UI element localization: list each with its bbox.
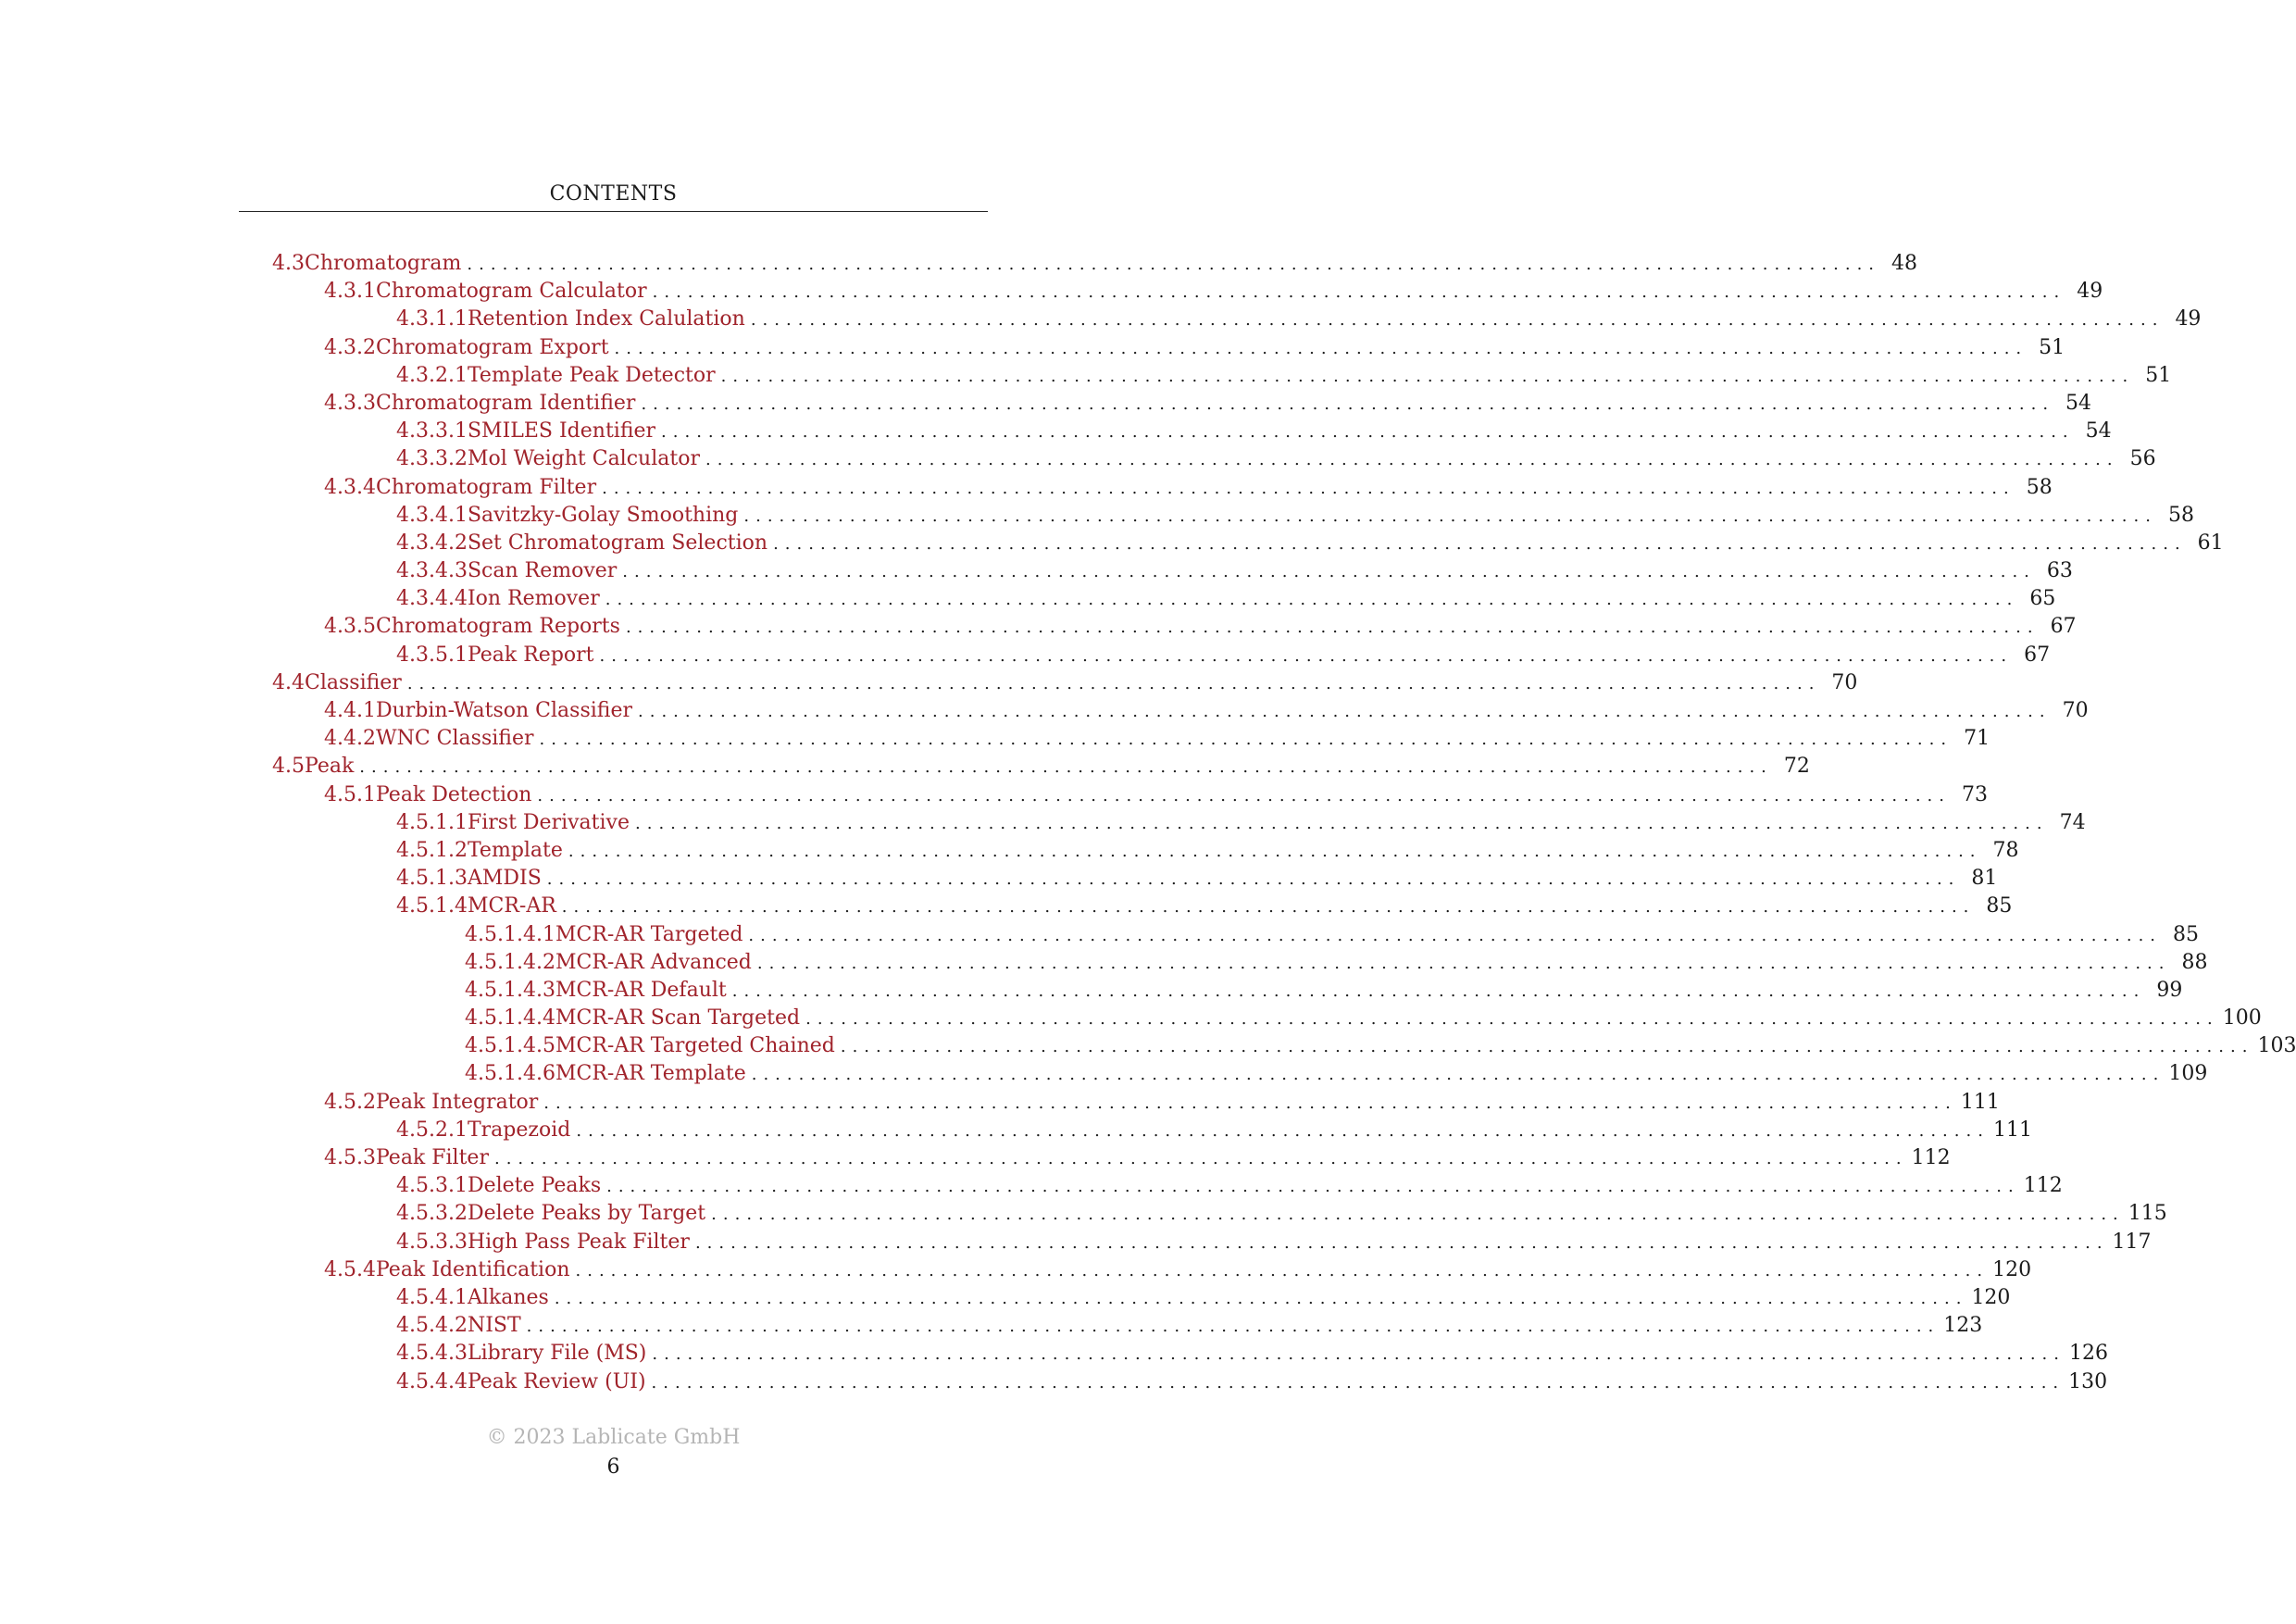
- toc-entry-page[interactable]: 70: [1831, 670, 1858, 694]
- toc-dot-leader: ........................................................................................................................: [743, 506, 2157, 526]
- toc-entry-number[interactable]: 4.5.1: [324, 782, 376, 806]
- toc-entry-page[interactable]: 103: [2257, 1034, 2296, 1058]
- toc-entry-page[interactable]: 67: [2024, 643, 2051, 667]
- toc-entry-page[interactable]: 67: [2050, 615, 2077, 639]
- toc-entry-number[interactable]: 4.3.4.1: [396, 503, 468, 527]
- toc-dot-leader: ........................................................................................................................: [602, 478, 2015, 498]
- toc-entry-number[interactable]: 4.5: [272, 755, 305, 779]
- toc-entry-number[interactable]: 4.4: [272, 670, 305, 694]
- toc-entry-title[interactable]: Chromatogram Export: [376, 334, 615, 362]
- toc-dot-leader: ........................................................................................................................: [561, 897, 1976, 918]
- toc-entry-title[interactable]: Chromatogram Calculator: [376, 278, 653, 306]
- toc-entry[interactable]: [239, 753, 1810, 781]
- toc-entry-title[interactable]: Chromatogram: [305, 250, 467, 278]
- toc-entry-number[interactable]: 4.4.2: [324, 727, 376, 751]
- toc-dot-leader: ........................................................................................................................: [750, 310, 2165, 331]
- toc-entry[interactable]: [239, 306, 2202, 333]
- toc-entry[interactable]: [239, 250, 1918, 278]
- toc-entry-number[interactable]: 4.5.4.1: [396, 1285, 468, 1309]
- running-header-title: CONTENTS: [549, 182, 678, 206]
- toc-entry-title[interactable]: Peak Filter: [376, 1144, 494, 1172]
- toc-dot-leader: ........................................................................................................................: [605, 590, 2019, 610]
- toc-entry[interactable]: [239, 362, 2172, 390]
- toc-entry-page[interactable]: 85: [2173, 922, 2200, 946]
- toc-dot-leader: ........................................................................................................................: [599, 645, 2014, 666]
- toc-entry[interactable]: [239, 921, 2200, 949]
- toc-dot-leader: ........................................................................................................................: [625, 618, 2040, 638]
- toc-entry[interactable]: [239, 390, 2092, 418]
- toc-entry-title[interactable]: NIST: [468, 1312, 527, 1340]
- toc-entry-number[interactable]: 4.3.4: [324, 475, 376, 499]
- toc-entry-page[interactable]: 88: [2181, 950, 2208, 974]
- toc-entry-title[interactable]: Trapezoid: [468, 1117, 576, 1144]
- toc-entry[interactable]: [239, 949, 2208, 977]
- toc-dot-leader: ........................................................................................................................: [568, 841, 1982, 861]
- toc-entry-number[interactable]: 4.5.4: [324, 1257, 376, 1281]
- toc-dot-leader: ........................................................................................................................: [546, 869, 1961, 890]
- toc-dot-leader: ........................................................................................................................: [705, 450, 2119, 470]
- toc-entry[interactable]: [239, 1005, 2262, 1032]
- toc-dot-leader: ........................................................................................................................: [756, 953, 2171, 973]
- toc-entry-number[interactable]: 4.5.1.4.2: [465, 950, 555, 974]
- toc-dot-leader: ........................................................................................................................: [576, 1120, 1990, 1141]
- toc-entry[interactable]: [239, 1229, 2152, 1256]
- toc-entry-number[interactable]: 4.3.5: [324, 615, 376, 639]
- toc-entry[interactable]: [239, 1340, 2108, 1368]
- toc-entry-page[interactable]: 123: [1943, 1314, 1983, 1338]
- toc-entry-page[interactable]: 130: [2068, 1369, 2108, 1393]
- toc-entry-page[interactable]: 51: [2039, 335, 2065, 359]
- toc-entry-page[interactable]: 49: [2077, 280, 2103, 304]
- toc-entry-number[interactable]: 4.3.4.3: [396, 559, 468, 583]
- toc-entry-page[interactable]: 85: [1986, 894, 2013, 918]
- toc-entry[interactable]: [239, 1368, 2108, 1396]
- toc-dot-leader: ........................................................................................................................: [731, 981, 2146, 1001]
- toc-entry[interactable]: [239, 725, 1990, 753]
- toc-entry[interactable]: [239, 697, 2089, 725]
- toc-entry[interactable]: [239, 585, 2056, 613]
- toc-entry[interactable]: [239, 1117, 2032, 1144]
- toc-dot-leader: ........................................................................................................................: [751, 1065, 2165, 1085]
- toc-entry-page[interactable]: 58: [2167, 503, 2194, 527]
- toc-dot-leader: ........................................................................................................................: [493, 1149, 1908, 1168]
- toc-entry[interactable]: [239, 530, 2224, 557]
- toc-entry-number[interactable]: 4.5.1.4.3: [465, 978, 555, 1002]
- toc-entry-title[interactable]: Peak Review (UI): [468, 1368, 652, 1396]
- toc-entry-title[interactable]: MCR-AR: [468, 893, 562, 920]
- toc-entry-page[interactable]: 109: [2168, 1062, 2208, 1086]
- toc-entry[interactable]: [239, 1172, 2063, 1200]
- toc-entry-page[interactable]: 56: [2129, 447, 2156, 471]
- toc-entry-number[interactable]: 4.5.3.2: [396, 1202, 468, 1226]
- toc-entry-number[interactable]: 4.3: [272, 252, 305, 275]
- toc-entry[interactable]: [239, 334, 2065, 362]
- toc-entry-number[interactable]: 4.3.2: [324, 335, 376, 359]
- toc-entry-page[interactable]: 54: [2065, 391, 2092, 415]
- toc-entry-title[interactable]: Template: [468, 837, 568, 865]
- toc-entry-page[interactable]: 73: [1962, 782, 1988, 806]
- toc-entry-page[interactable]: 54: [2085, 419, 2112, 443]
- toc-dot-leader: ........................................................................................................................: [406, 673, 1821, 693]
- toc-entry-page[interactable]: 58: [2026, 475, 2053, 499]
- toc-entry-page[interactable]: 126: [2069, 1342, 2108, 1366]
- toc-entry-page[interactable]: 61: [2197, 531, 2224, 555]
- toc-entry-title[interactable]: WNC Classifier: [376, 725, 540, 753]
- toc-entry-number[interactable]: 4.5.4.3: [396, 1342, 468, 1366]
- toc-entry[interactable]: [239, 1144, 1951, 1172]
- toc-entry-number[interactable]: 4.5.3: [324, 1146, 376, 1169]
- toc-entry-title[interactable]: MCR-AR Targeted: [555, 921, 748, 949]
- toc-dot-leader: ........................................................................................................................: [652, 1344, 2065, 1365]
- toc-entry-number[interactable]: 4.5.2.1: [396, 1118, 468, 1142]
- toc-entry-page[interactable]: 63: [2046, 559, 2073, 583]
- toc-entry-title[interactable]: Set Chromatogram Selection: [468, 530, 773, 557]
- toc-entry-title[interactable]: Chromatogram Filter: [376, 474, 602, 502]
- toc-entry-number[interactable]: 4.5.4.4: [396, 1369, 468, 1393]
- toc-entry[interactable]: [239, 1032, 2296, 1060]
- toc-entry-number[interactable]: 4.3.3.2: [396, 447, 468, 471]
- toc-entry[interactable]: [239, 1200, 2167, 1228]
- toc-entry-title[interactable]: Peak Detection: [376, 781, 537, 809]
- toc-dot-leader: ........................................................................................................................: [694, 1232, 2109, 1253]
- toc-entry-title[interactable]: Peak Integrator: [376, 1089, 543, 1117]
- toc-entry-page[interactable]: 100: [2222, 1006, 2262, 1031]
- toc-entry[interactable]: [239, 1256, 2032, 1284]
- toc-entry[interactable]: [239, 278, 2103, 306]
- toc-entry-title[interactable]: Chromatogram Identifier: [376, 390, 641, 418]
- toc-entry[interactable]: [239, 893, 2013, 920]
- toc-entry[interactable]: [239, 642, 2051, 669]
- toc-dot-leader: ........................................................................................................................: [635, 813, 2049, 833]
- toc-entry-title[interactable]: Retention Index Calulation: [468, 306, 751, 333]
- toc-dot-leader: ........................................................................................................................: [641, 394, 2055, 414]
- toc-entry-page[interactable]: 120: [1971, 1285, 2011, 1309]
- toc-entry-number[interactable]: 4.3.3.1: [396, 419, 468, 443]
- toc-entry-title[interactable]: Savitzky-Golay Smoothing: [468, 502, 743, 530]
- toc-entry-page[interactable]: 65: [2029, 587, 2056, 611]
- toc-entry-title[interactable]: Classifier: [305, 669, 407, 697]
- toc-entry-title[interactable]: Ion Remover: [468, 585, 605, 613]
- toc-entry-title[interactable]: MCR-AR Default: [555, 977, 732, 1005]
- toc-entry-title[interactable]: Mol Weight Calculator: [468, 445, 705, 473]
- toc-entry-title[interactable]: Library File (MS): [468, 1340, 652, 1368]
- toc-entry-page[interactable]: 71: [1964, 727, 1990, 751]
- toc-entry-title[interactable]: Durbin-Watson Classifier: [376, 697, 638, 725]
- toc-dot-leader: ........................................................................................................................: [526, 1317, 1940, 1337]
- toc-dot-leader: ........................................................................................................................: [467, 255, 1881, 274]
- toc-dot-leader: ........................................................................................................................: [748, 925, 2163, 945]
- toc-entry[interactable]: [239, 474, 2053, 502]
- toc-entry-number[interactable]: 4.3.2.1: [396, 363, 468, 387]
- toc-entry-number[interactable]: 4.3.4.2: [396, 531, 468, 555]
- toc-entry-title[interactable]: SMILES Identifier: [468, 418, 661, 445]
- table-of-contents: [239, 250, 2296, 1396]
- toc-entry-number[interactable]: 4.5.1.4.5: [465, 1034, 555, 1058]
- toc-entry-number[interactable]: 4.5.4.2: [396, 1314, 468, 1338]
- toc-entry-title[interactable]: MCR-AR Template: [555, 1060, 752, 1088]
- toc-entry-page[interactable]: 48: [1891, 252, 1918, 275]
- toc-entry-title[interactable]: MCR-AR Scan Targeted: [555, 1005, 805, 1032]
- toc-dot-leader: ........................................................................................................................: [661, 422, 2075, 443]
- toc-entry-title[interactable]: Template Peak Detector: [468, 362, 721, 390]
- toc-entry-page[interactable]: 99: [2156, 978, 2183, 1002]
- toc-dot-leader: ........................................................................................................................: [805, 1009, 2219, 1030]
- toc-entry-number[interactable]: 4.5.1.3: [396, 867, 468, 891]
- footer-page-number: 6: [606, 1455, 620, 1479]
- toc-entry-number[interactable]: 4.3.1.1: [396, 307, 468, 331]
- toc-dot-leader: ........................................................................................................................: [840, 1037, 2254, 1057]
- toc-dot-leader: ........................................................................................................................: [720, 366, 2135, 386]
- toc-entry-title[interactable]: Delete Peaks: [468, 1172, 606, 1200]
- toc-entry[interactable]: [239, 557, 2073, 585]
- toc-entry-number[interactable]: 4.5.1.4: [396, 894, 468, 918]
- toc-entry-number[interactable]: 4.5.2: [324, 1090, 376, 1114]
- toc-entry-page[interactable]: 72: [1783, 755, 1810, 779]
- toc-entry-title[interactable]: AMDIS: [468, 865, 547, 893]
- toc-entry-page[interactable]: 51: [2145, 363, 2172, 387]
- toc-dot-leader: ........................................................................................................................: [554, 1288, 1968, 1308]
- toc-entry-number[interactable]: 4.3.5.1: [396, 643, 468, 667]
- toc-dot-leader: ........................................................................................................................: [651, 1372, 2065, 1393]
- toc-entry-title[interactable]: MCR-AR Targeted Chained: [555, 1032, 841, 1060]
- toc-entry[interactable]: [239, 418, 2112, 445]
- toc-entry-page[interactable]: 117: [2112, 1230, 2152, 1254]
- toc-entry-page[interactable]: 74: [2059, 810, 2086, 834]
- toc-entry-number[interactable]: 4.4.1: [324, 699, 376, 722]
- toc-entry-title[interactable]: MCR-AR Advanced: [555, 949, 757, 977]
- toc-dot-leader: ........................................................................................................................: [622, 562, 2036, 582]
- toc-entry-number[interactable]: 4.3.1: [324, 280, 376, 304]
- toc-entry-number[interactable]: 4.5.3.1: [396, 1174, 468, 1198]
- toc-dot-leader: ........................................................................................................................: [606, 1177, 2020, 1197]
- toc-entry-page[interactable]: 81: [1971, 867, 1998, 891]
- toc-entry-title[interactable]: Chromatogram Reports: [376, 613, 626, 641]
- toc-dot-leader: ........................................................................................................................: [575, 1260, 1990, 1280]
- toc-entry-title[interactable]: High Pass Peak Filter: [468, 1229, 695, 1256]
- toc-entry-title[interactable]: Delete Peaks by Target: [468, 1200, 711, 1228]
- toc-entry[interactable]: [239, 1089, 2000, 1117]
- footer-copyright: © 2023 Lablicate GmbH: [486, 1426, 741, 1449]
- toc-entry-number[interactable]: 4.5.3.3: [396, 1230, 468, 1254]
- toc-entry[interactable]: [239, 1060, 2208, 1088]
- toc-entry[interactable]: [239, 837, 2019, 865]
- toc-entry-title[interactable]: Alkanes: [468, 1284, 555, 1312]
- toc-entry-title[interactable]: Peak Report: [468, 642, 600, 669]
- toc-dot-leader: ........................................................................................................................: [537, 785, 1951, 806]
- toc-dot-leader: ........................................................................................................................: [652, 282, 2066, 303]
- toc-entry-number[interactable]: 4.5.1.1: [396, 810, 468, 834]
- toc-entry-number[interactable]: 4.5.1.4.4: [465, 1006, 555, 1031]
- toc-dot-leader: ........................................................................................................................: [614, 338, 2028, 358]
- toc-entry[interactable]: [239, 865, 1998, 893]
- toc-entry-page[interactable]: 111: [1960, 1090, 2000, 1114]
- toc-entry-page[interactable]: 112: [1911, 1146, 1951, 1169]
- toc-entry[interactable]: [239, 445, 2156, 473]
- toc-entry-page[interactable]: 49: [2175, 307, 2202, 331]
- toc-entry-number[interactable]: 4.5.1.4.1: [465, 922, 555, 946]
- toc-entry-title[interactable]: Peak: [305, 753, 359, 781]
- toc-entry[interactable]: [239, 613, 2077, 641]
- toc-dot-leader: ........................................................................................................................: [773, 533, 2187, 554]
- toc-entry-number[interactable]: 4.5.1.2: [396, 838, 468, 862]
- toc-dot-leader: ........................................................................................................................: [539, 730, 1953, 750]
- toc-entry-number[interactable]: 4.3.4.4: [396, 587, 468, 611]
- toc-entry-page[interactable]: 120: [1992, 1257, 2032, 1281]
- toc-entry-page[interactable]: 112: [2023, 1174, 2063, 1198]
- running-header: [239, 183, 988, 212]
- toc-entry-page[interactable]: 115: [2128, 1202, 2167, 1226]
- toc-dot-leader: ........................................................................................................................: [711, 1205, 2125, 1225]
- toc-entry-number[interactable]: 4.3.3: [324, 391, 376, 415]
- toc-entry[interactable]: [239, 809, 2086, 837]
- toc-entry[interactable]: [239, 781, 1988, 809]
- toc-entry-page[interactable]: 111: [1992, 1118, 2032, 1142]
- toc-dot-leader: ........................................................................................................................: [543, 1093, 1957, 1113]
- toc-entry-title[interactable]: Scan Remover: [468, 557, 622, 585]
- toc-entry-page[interactable]: 78: [1992, 838, 2019, 862]
- toc-entry[interactable]: [239, 977, 2183, 1005]
- toc-entry[interactable]: [239, 502, 2194, 530]
- toc-entry-title[interactable]: First Derivative: [468, 809, 635, 837]
- toc-entry-number[interactable]: 4.5.1.4.6: [465, 1062, 555, 1086]
- toc-entry-page[interactable]: 70: [2062, 699, 2089, 722]
- toc-dot-leader: ........................................................................................................................: [638, 702, 2052, 721]
- toc-entry[interactable]: [239, 1284, 2011, 1312]
- toc-dot-leader: ........................................................................................................................: [359, 757, 1773, 778]
- toc-entry[interactable]: [239, 669, 1858, 697]
- toc-entry[interactable]: [239, 1312, 1983, 1340]
- toc-entry-title[interactable]: Peak Identification: [376, 1256, 576, 1284]
